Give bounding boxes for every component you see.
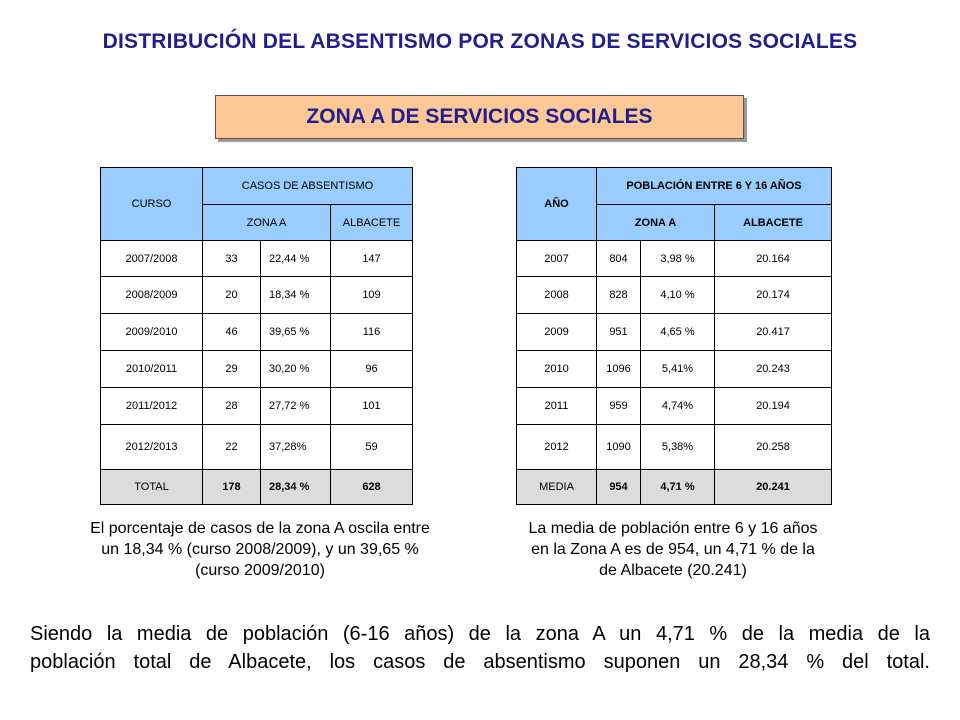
row-percent: 27,72 % xyxy=(261,388,331,425)
row-albacete: 20.164 xyxy=(715,241,832,277)
col-zona-header: ZONA A xyxy=(203,205,331,241)
col-albacete-header: ALBACETE xyxy=(715,205,832,241)
table-row xyxy=(101,241,413,277)
row-albacete: 20.417 xyxy=(715,314,832,351)
row-count: 951 xyxy=(597,314,641,351)
row-percent: 4,74% xyxy=(641,388,715,425)
row-label: 2007/2008 xyxy=(101,241,203,277)
row-count: 1090 xyxy=(597,425,641,470)
row-percent: 4,10 % xyxy=(641,277,715,314)
note-right-line: en la Zona A es de 954, un 4,71 % de la xyxy=(531,541,815,558)
row-count: 828 xyxy=(597,277,641,314)
row-albacete: 116 xyxy=(331,314,413,351)
row-label: 2012 xyxy=(517,425,597,470)
zone-label-box: ZONA A DE SERVICIOS SOCIALES xyxy=(215,95,744,139)
col-ano-header: AÑO xyxy=(517,168,597,241)
row-label: 2011 xyxy=(517,388,597,425)
row-percent: 4,65 % xyxy=(641,314,715,351)
row-percent: 30,20 % xyxy=(261,351,331,388)
total-albacete: 628 xyxy=(331,470,413,505)
col-casos-header: CASOS DE ABSENTISMO xyxy=(203,168,413,205)
col-poblacion-header: POBLACIÓN ENTRE 6 Y 16 AÑOS xyxy=(597,168,832,205)
total-percent: 4,71 % xyxy=(641,470,715,505)
total-row xyxy=(517,470,832,505)
table-row xyxy=(517,351,832,388)
row-percent: 39,65 % xyxy=(261,314,331,351)
row-count: 33 xyxy=(203,241,261,277)
conclusion-line: población total de Albacete, los casos de absentismo suponen un 28,34 % del total. xyxy=(30,651,930,673)
row-percent: 5,38% xyxy=(641,425,715,470)
table-row xyxy=(101,314,413,351)
total-percent: 28,34 % xyxy=(261,470,331,505)
row-label: 2008 xyxy=(517,277,597,314)
row-label: 2007 xyxy=(517,241,597,277)
row-label: 2009/2010 xyxy=(101,314,203,351)
row-percent: 5,41% xyxy=(641,351,715,388)
conclusion-line: Siendo la media de población (6-16 años) de la zona A un 4,71 % de la media de la xyxy=(30,623,930,645)
row-label: 2010 xyxy=(517,351,597,388)
table-row xyxy=(101,351,413,388)
row-albacete: 101 xyxy=(331,388,413,425)
note-left xyxy=(50,518,470,581)
table-row xyxy=(517,388,832,425)
note-left-line: El porcentaje de casos de la zona A oscila entre xyxy=(90,520,430,537)
row-count: 29 xyxy=(203,351,261,388)
note-left-line: (curso 2009/2010) xyxy=(195,562,325,579)
table-row xyxy=(101,388,413,425)
poblacion-table xyxy=(516,167,832,505)
note-left-line: un 18,34 % (curso 2008/2009), y un 39,65 % xyxy=(101,541,419,558)
row-count: 959 xyxy=(597,388,641,425)
note-right xyxy=(488,518,858,581)
row-percent: 18,34 % xyxy=(261,277,331,314)
row-albacete: 20.194 xyxy=(715,388,832,425)
row-count: 20 xyxy=(203,277,261,314)
row-label: 2008/2009 xyxy=(101,277,203,314)
total-albacete: 20.241 xyxy=(715,470,832,505)
row-count: 28 xyxy=(203,388,261,425)
total-row xyxy=(101,470,413,505)
row-label: 2009 xyxy=(517,314,597,351)
conclusion-text xyxy=(30,620,930,676)
page-title: DISTRIBUCIÓN DEL ABSENTISMO POR ZONAS DE SERVICIOS SOCIALES xyxy=(102,30,858,53)
row-albacete: 147 xyxy=(331,241,413,277)
row-albacete: 96 xyxy=(331,351,413,388)
col-albacete-header: ALBACETE xyxy=(331,205,413,241)
row-count: 804 xyxy=(597,241,641,277)
table-row xyxy=(517,425,832,470)
row-percent: 37,28% xyxy=(261,425,331,470)
row-albacete: 109 xyxy=(331,277,413,314)
row-percent: 22,44 % xyxy=(261,241,331,277)
note-right-line: de Albacete (20.241) xyxy=(599,562,747,579)
total-label: MEDIA xyxy=(517,470,597,505)
col-zona-header: ZONA A xyxy=(597,205,715,241)
table-row xyxy=(517,277,832,314)
table-row xyxy=(101,425,413,470)
absentismo-table xyxy=(100,167,413,505)
row-albacete: 20.258 xyxy=(715,425,832,470)
total-count: 954 xyxy=(597,470,641,505)
row-label: 2010/2011 xyxy=(101,351,203,388)
col-curso-header: CURSO xyxy=(101,168,203,241)
table-row xyxy=(517,314,832,351)
total-count: 178 xyxy=(203,470,261,505)
row-count: 22 xyxy=(203,425,261,470)
row-albacete: 20.174 xyxy=(715,277,832,314)
row-percent: 3,98 % xyxy=(641,241,715,277)
total-label: TOTAL xyxy=(101,470,203,505)
note-right-line: La media de población entre 6 y 16 años xyxy=(528,520,818,537)
table-row xyxy=(517,241,832,277)
row-count: 1096 xyxy=(597,351,641,388)
row-albacete: 20.243 xyxy=(715,351,832,388)
row-albacete: 59 xyxy=(331,425,413,470)
table-row xyxy=(101,277,413,314)
row-label: 2012/2013 xyxy=(101,425,203,470)
row-count: 46 xyxy=(203,314,261,351)
row-label: 2011/2012 xyxy=(101,388,203,425)
